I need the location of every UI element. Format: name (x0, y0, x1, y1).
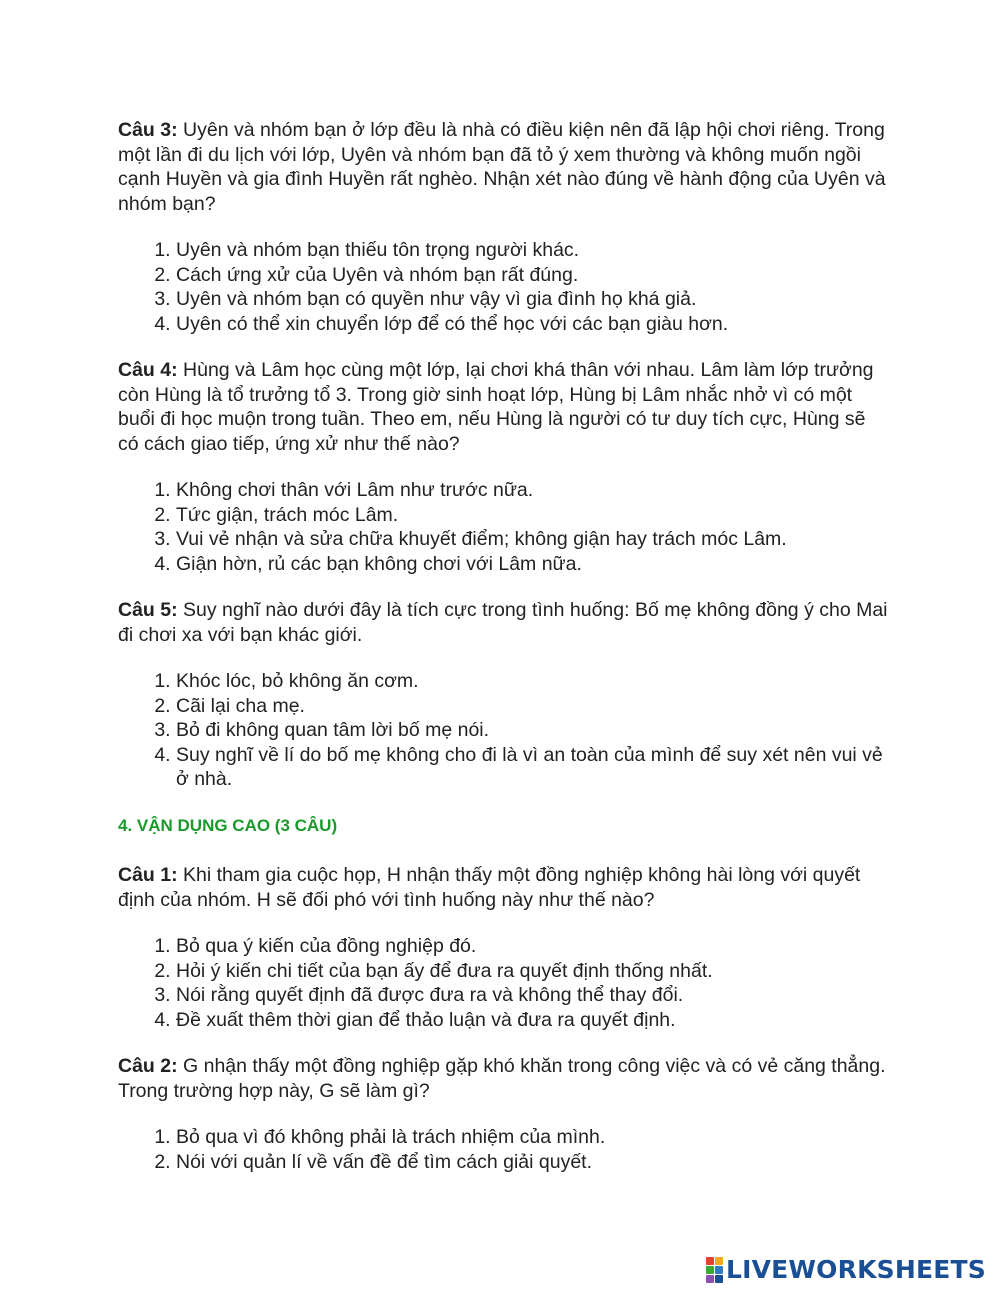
section-heading: 4. VẬN DỤNG CAO (3 CÂU) (118, 815, 338, 835)
answer-options (118, 669, 888, 792)
logo-square (706, 1266, 714, 1274)
question-1 (118, 118, 888, 216)
question-label: Câu 2: (118, 1055, 178, 1077)
question-text: G nhận thấy một đồng nghiệp gặp khó khăn trong công việc và có vẻ căng thẳng. Trong trường hợp này, G sẽ làm gì? (118, 1055, 886, 1102)
answer-options (118, 478, 888, 576)
liveworksheets-logo (706, 1255, 986, 1284)
answer-option: 3. Vui vẻ nhận và sửa chữa khuyết điểm; không giận hay trách móc Lâm. (176, 527, 888, 552)
logo-icon (706, 1257, 723, 1283)
logo-text: LIVEWORKSHEETS (725, 1255, 986, 1284)
logo-square (715, 1275, 723, 1283)
logo-square (715, 1257, 723, 1265)
answer-option: 1. Uyên và nhóm bạn thiếu tôn trọng người khác. (176, 238, 888, 263)
answer-option: 2. Nói với quản lí về vấn đề để tìm cách giải quyết. (176, 1150, 888, 1175)
answer-option: 2. Cãi lại cha mẹ. (176, 694, 888, 719)
answer-options (118, 1125, 888, 1174)
question-text: Hùng và Lâm học cùng một lớp, lại chơi khá thân với nhau. Lâm làm lớp trưởng còn Hùng là tổ trưởng tổ 3. Trong giờ sinh hoạt lớp, Hùng bị Lâm nhắc nhở vì có một buổi đi học muộn trong tuần. Theo em, nếu Hùng là người có tư duy tích cực, Hùng sẽ có cách giao tiếp, ứng xử như thế nào? (118, 359, 874, 455)
answer-option: 2. Cách ứng xử của Uyên và nhóm bạn rất đúng. (176, 263, 888, 288)
question-2 (118, 358, 888, 456)
answer-options (118, 238, 888, 336)
answer-option: 1. Bỏ qua vì đó không phải là trách nhiệm của mình. (176, 1125, 888, 1150)
logo-square (715, 1266, 723, 1274)
logo-square (706, 1257, 714, 1265)
answer-option: 1. Bỏ qua ý kiến của đồng nghiệp đó. (176, 934, 888, 959)
question-label: Câu 4: (118, 359, 178, 381)
question-text: Suy nghĩ nào dưới đây là tích cực trong tình huống: Bố mẹ không đồng ý cho Mai đi chơi xa với bạn khác giới. (118, 599, 888, 646)
question-3 (118, 598, 888, 647)
answer-option: 4. Uyên có thể xin chuyển lớp để có thể học với các bạn giàu hơn. (176, 312, 888, 337)
answer-option: 1. Không chơi thân với Lâm như trước nữa. (176, 478, 888, 503)
answer-option: 2. Hỏi ý kiến chi tiết của bạn ấy để đưa ra quyết định thống nhất. (176, 959, 888, 984)
answer-option: 4. Giận hờn, rủ các bạn không chơi với Lâm nữa. (176, 552, 888, 577)
answer-options (118, 934, 888, 1032)
answer-option: 1. Khóc lóc, bỏ không ăn cơm. (176, 669, 888, 694)
question-text: Uyên và nhóm bạn ở lớp đều là nhà có điều kiện nên đã lập hội chơi riêng. Trong một lần đi du lịch với lớp, Uyên và nhóm bạn đã tỏ ý xem thường và không muốn ngồi cạnh Huyền và gia đình Huyền rất nghèo. Nhận xét nào đúng về hành động của Uyên và nhóm bạn? (118, 119, 886, 215)
question-4 (118, 863, 888, 912)
worksheet-page (118, 118, 888, 1196)
answer-option: 3. Bỏ đi không quan tâm lời bố mẹ nói. (176, 718, 888, 743)
question-label: Câu 3: (118, 119, 178, 141)
answer-option: 4. Suy nghĩ về lí do bố mẹ không cho đi là vì an toàn của mình để suy xét nên vui vẻ ở nhà. (176, 743, 888, 792)
answer-option: 3. Nói rằng quyết định đã được đưa ra và không thể thay đổi. (176, 983, 888, 1008)
question-5 (118, 1054, 888, 1103)
logo-square (706, 1275, 714, 1283)
question-label: Câu 1: (118, 864, 178, 886)
answer-option: 4. Đề xuất thêm thời gian để thảo luận và đưa ra quyết định. (176, 1008, 888, 1033)
answer-option: 3. Uyên và nhóm bạn có quyền như vậy vì gia đình họ khá giả. (176, 287, 888, 312)
question-label: Câu 5: (118, 599, 178, 621)
answer-option: 2. Tức giận, trách móc Lâm. (176, 503, 888, 528)
question-text: Khi tham gia cuộc họp, H nhận thấy một đồng nghiệp không hài lòng với quyết định của nhóm. H sẽ đối phó với tình huống này như thế nào? (118, 864, 861, 911)
